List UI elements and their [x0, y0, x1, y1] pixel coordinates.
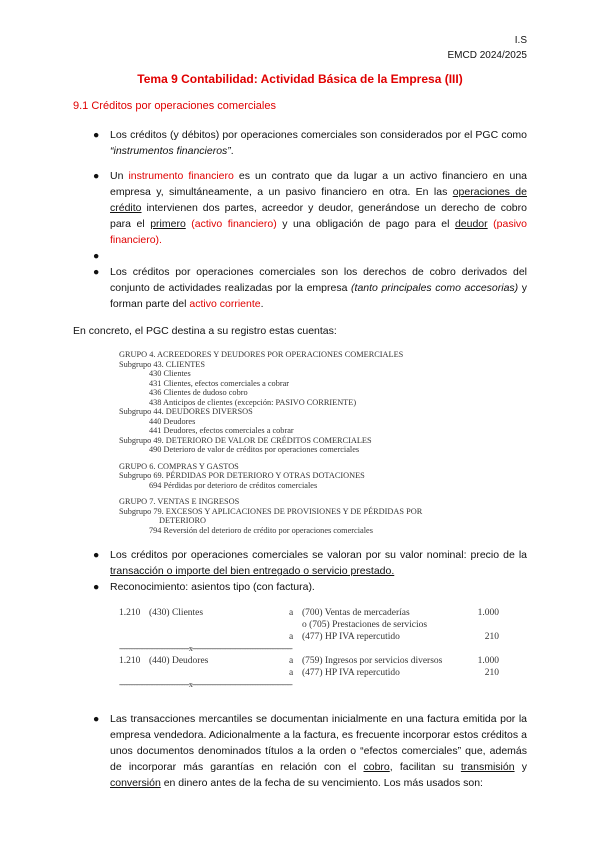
- underlined: transmisión: [460, 761, 515, 773]
- account-line: Subgrupo 44. DEUDORES DIVERSOS: [119, 407, 253, 416]
- section-heading: 9.1 Créditos por operaciones comerciales: [73, 100, 276, 112]
- entry-haber: (477) HP IVA repercutido: [302, 632, 400, 642]
- journal-entries: [119, 607, 519, 691]
- bullet-icon: ●: [93, 129, 100, 141]
- highlight: activo corriente: [189, 298, 261, 310]
- entry-haber: (700) Ventas de mercaderías: [302, 608, 410, 618]
- entry-row: [119, 631, 519, 643]
- account-line: DETERIORO: [159, 516, 207, 525]
- text: Reconocimiento: asientos tipo (con factura).: [110, 581, 315, 593]
- bullet-valoracion: [93, 547, 527, 579]
- entry-a: a: [289, 608, 294, 618]
- entry-imp: 1.000: [477, 608, 499, 618]
- underlined: deudor: [454, 218, 488, 230]
- bullet-icon: ●: [93, 170, 100, 182]
- entry-a: a: [289, 656, 294, 666]
- text: .: [260, 298, 264, 310]
- bullet-reconocimiento: [93, 579, 527, 595]
- text: Los créditos por operaciones comerciales son los derechos de cobro derivados del conjunto de actividades realizadas por la empresa: [110, 266, 527, 294]
- bullet-icon: ●: [93, 549, 100, 561]
- account-line: 694 Pérdidas por deterioro de créditos comerciales: [149, 480, 318, 490]
- bullet-icon: ●: [93, 266, 100, 278]
- entry-separator: ------------------------------------------x------------------------------------------------------------: [119, 644, 292, 653]
- entry-imp: 210: [484, 632, 499, 642]
- underlined: primero: [150, 218, 186, 230]
- highlight: (activo financiero): [185, 218, 277, 230]
- entry-debe: 1.210: [119, 656, 141, 666]
- entry-a: a: [289, 668, 294, 678]
- underlined: conversión: [110, 777, 161, 789]
- entry-imp: 1.000: [477, 656, 499, 666]
- highlight: (pasivo financiero).: [110, 218, 527, 246]
- account-line: 441 Deudores, efectos comerciales a cobrar: [149, 426, 294, 435]
- entry-imp: 210: [484, 668, 499, 678]
- account-line: GRUPO 7. VENTAS E INGRESOS: [119, 497, 240, 506]
- entry-row: [119, 655, 519, 667]
- bullet-icon: ●: [93, 581, 100, 593]
- account-line: 438 Anticipos de clientes (excepción: PASIVO CORRIENTE): [149, 397, 357, 407]
- entry-haber: (477) HP IVA repercutido: [302, 668, 400, 678]
- account-line: Subgrupo 43. CLIENTES: [119, 359, 205, 369]
- underlined: cobro: [363, 761, 390, 773]
- text: Un: [110, 170, 129, 182]
- bullet-definicion: [93, 168, 527, 248]
- entry-a: a: [289, 632, 294, 642]
- bullet-icon: ●: [93, 250, 100, 262]
- bullet-empty: [93, 248, 527, 264]
- text: Los créditos (y débitos) por operaciones comerciales son considerados por el PGC como: [110, 129, 527, 141]
- account-line: Subgrupo 49. DETERIORO DE VALOR DE CRÉDITOS COMERCIALES: [119, 435, 372, 445]
- text: en dinero antes de la fecha de su vencimiento. Los más usados son:: [160, 777, 483, 789]
- bullet-activo-corriente: [93, 264, 527, 312]
- text: , facilitan su: [389, 761, 461, 773]
- account-line: [119, 490, 449, 497]
- bullet-efectos: [93, 711, 527, 791]
- underlined: transacción o importe del bien entregado o servicio prestado.: [110, 565, 395, 577]
- text: y una obligación de pago para el: [276, 218, 455, 230]
- account-line: 440 Deudores: [149, 416, 196, 426]
- text: y forman parte del: [110, 282, 528, 310]
- text: Los créditos por operaciones comerciales se valoran por su valor nominal: precio de la: [110, 549, 527, 561]
- header: [0, 34, 527, 62]
- bullet-icon: ●: [93, 713, 100, 725]
- entry-row: [119, 607, 519, 619]
- underlined: operaciones de crédito: [110, 186, 527, 214]
- account-line: 431 Clientes, efectos comerciales a cobrar: [149, 378, 290, 388]
- text: intervienen dos partes, acreedor y deudor, generándose un derecho de cobro para el: [110, 202, 527, 230]
- entry-debe: 1.210: [119, 608, 141, 618]
- entry-haber: o (705) Prestaciones de servicios: [302, 620, 428, 630]
- entry-cuenta: (430) Clientes: [149, 608, 204, 618]
- accounts-list: [119, 350, 449, 535]
- text: y: [514, 761, 527, 773]
- italic-text: (tanto principales como accesorias): [351, 282, 519, 294]
- text: es un contrato que da lugar a un activo financiero en una empresa y, simultáneamente, a un pasivo financiero en otra. En las: [110, 170, 527, 198]
- highlight: instrumento financiero: [128, 170, 234, 182]
- entry-separator: ------------------------------------------x------------------------------------------------------------: [119, 680, 292, 689]
- text: .: [230, 145, 234, 157]
- italic-term: “instrumentos financieros”: [110, 145, 231, 157]
- account-line: Subgrupo 69. PÉRDIDAS POR DETERIORO Y OTRAS DOTACIONES: [119, 471, 365, 480]
- account-line: GRUPO 4. ACREEDORES Y DEUDORES POR OPERACIONES COMERCIALES: [119, 350, 404, 359]
- header-course: EMCD 2024/2025: [447, 50, 527, 61]
- account-line: 490 Deterioro de valor de créditos por operaciones comerciales: [149, 445, 360, 454]
- entry-row: [119, 619, 519, 631]
- account-line: GRUPO 6. COMPRAS Y GASTOS: [119, 461, 239, 471]
- bullet-instrumentos: [93, 127, 527, 159]
- account-line: 436 Clientes de dudoso cobro: [149, 388, 248, 397]
- header-code: I.S: [514, 35, 527, 46]
- account-line: 794 Reversión del deterioro de crédito por operaciones comerciales: [149, 525, 373, 535]
- entry-row: [119, 667, 519, 679]
- account-line: [119, 455, 449, 462]
- intro-text: En concreto, el PGC destina a su registro estas cuentas:: [73, 325, 337, 337]
- account-line: Subgrupo 79. EXCESOS Y APLICACIONES DE PROVISIONES Y DE PÉRDIDAS POR: [119, 506, 423, 516]
- entry-haber: (759) Ingresos por servicios diversos: [302, 656, 443, 666]
- account-line: 430 Clientes: [149, 369, 191, 378]
- text: Las transacciones mercantiles se documentan inicialmente en una factura emitida por la empresa vendedora. Adicionalmente a la factura, es frecuente incorporar estos créditos a unos documentos denominados títulos a la orden o “efectos comerciales” que, además de incorporar más garantías en relación con el: [110, 713, 527, 773]
- page-title: Tema 9 Contabilidad: Actividad Básica de la Empresa (III): [137, 72, 463, 86]
- entry-cuenta: (440) Deudores: [149, 656, 209, 666]
